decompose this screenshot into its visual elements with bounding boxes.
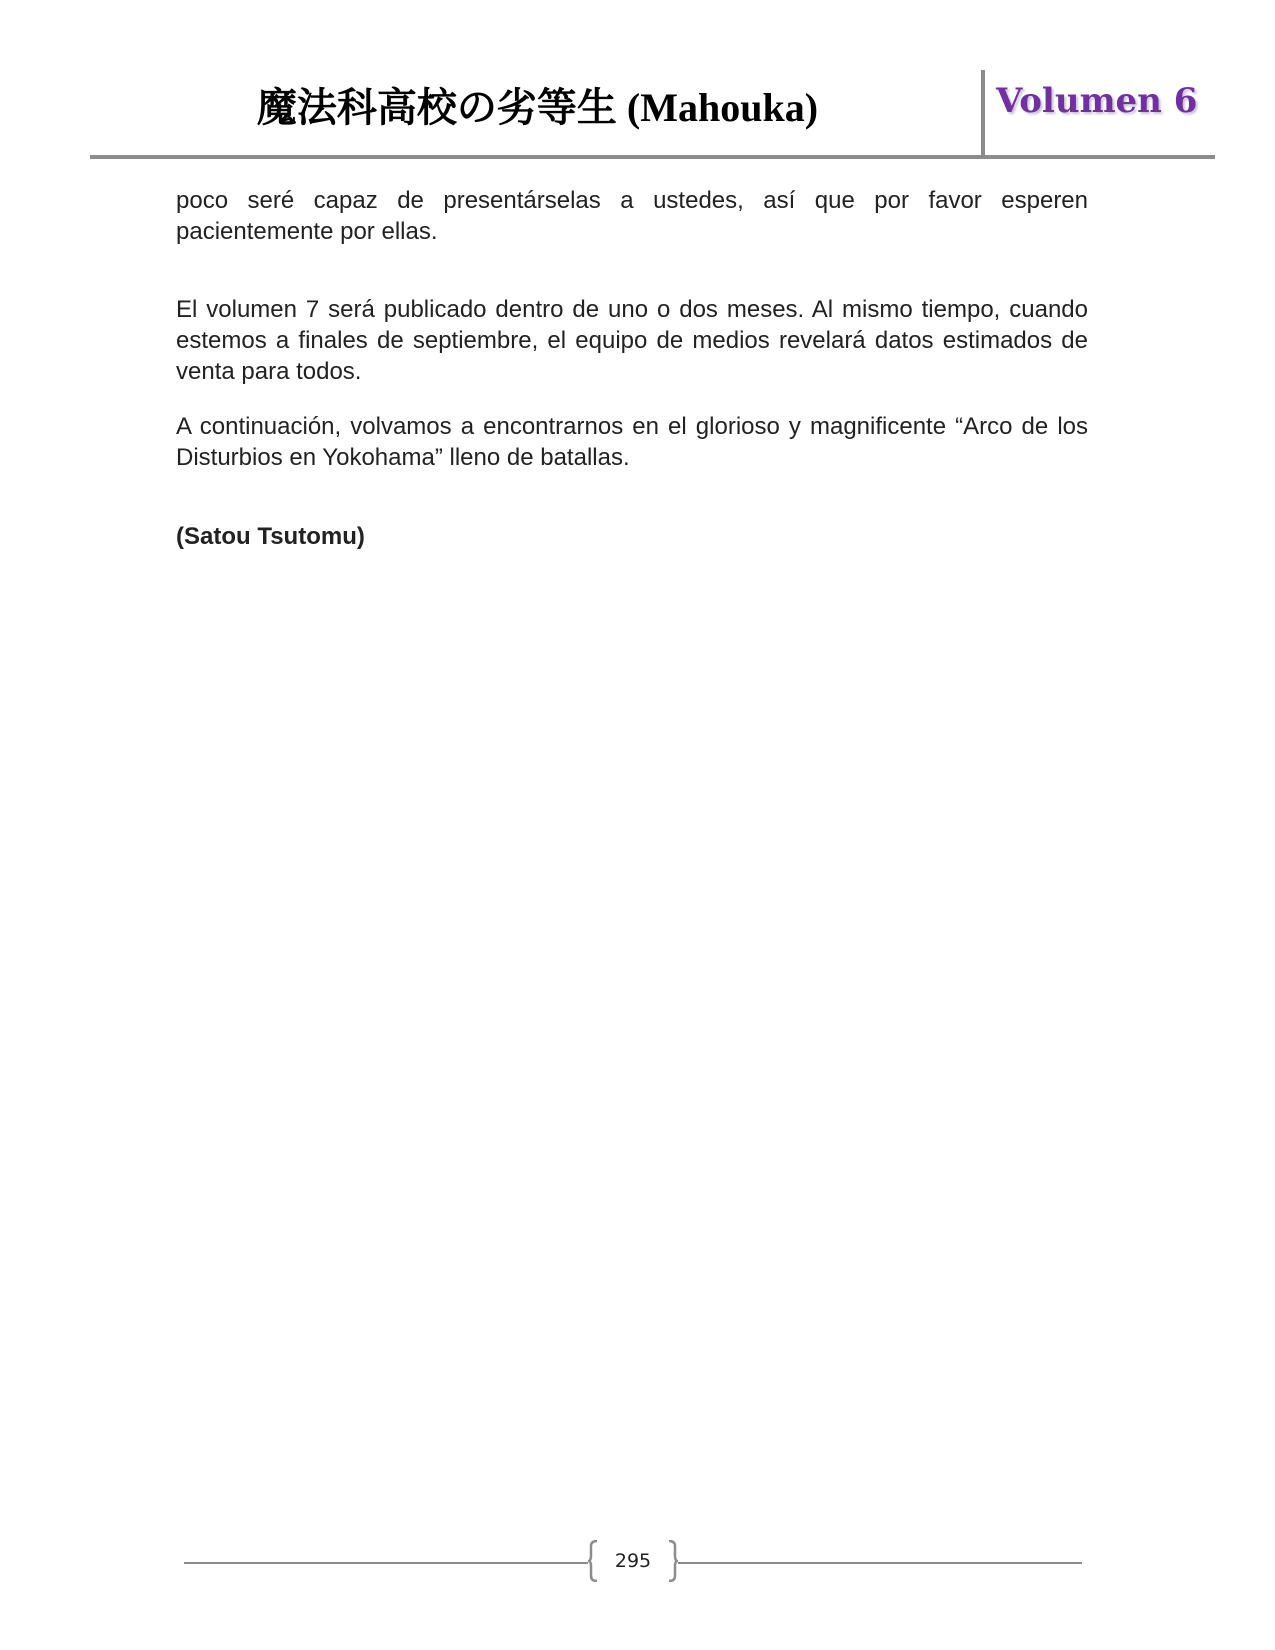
- paragraph-1: poco seré capaz de presentárselas a ustedes, así que por favor esperen pacientemente por ellas.: [176, 187, 1088, 245]
- footer-line-left: [184, 1562, 588, 1564]
- page-footer: [184, 1540, 1082, 1586]
- page-header: [90, 70, 1215, 158]
- page-content: [176, 185, 1088, 552]
- paragraph-2: El volumen 7 será publicado dentro de uno o dos meses. Al mismo tiempo, cuando estemos a finales de septiembre, el equipo de medios revelará datos estimados de venta para todos.: [176, 296, 1088, 385]
- book-title: 魔法科高校の劣等生 (Mahouka): [256, 85, 819, 130]
- volume-label: Volumen 6: [996, 81, 1198, 121]
- header-divider: [981, 70, 985, 156]
- author-signature: (Satou Tsutomu): [176, 523, 365, 550]
- page-number: 295: [614, 1550, 652, 1572]
- right-bracket-icon: [668, 1540, 678, 1582]
- paragraph-3: A continuación, volvamos a encontrarnos en el glorioso y magnificente “Arco de los Disturbios en Yokohama” lleno de batallas.: [176, 413, 1088, 471]
- footer-line-right: [678, 1562, 1082, 1564]
- header-rule: [90, 155, 1215, 159]
- left-bracket-icon: [588, 1540, 598, 1582]
